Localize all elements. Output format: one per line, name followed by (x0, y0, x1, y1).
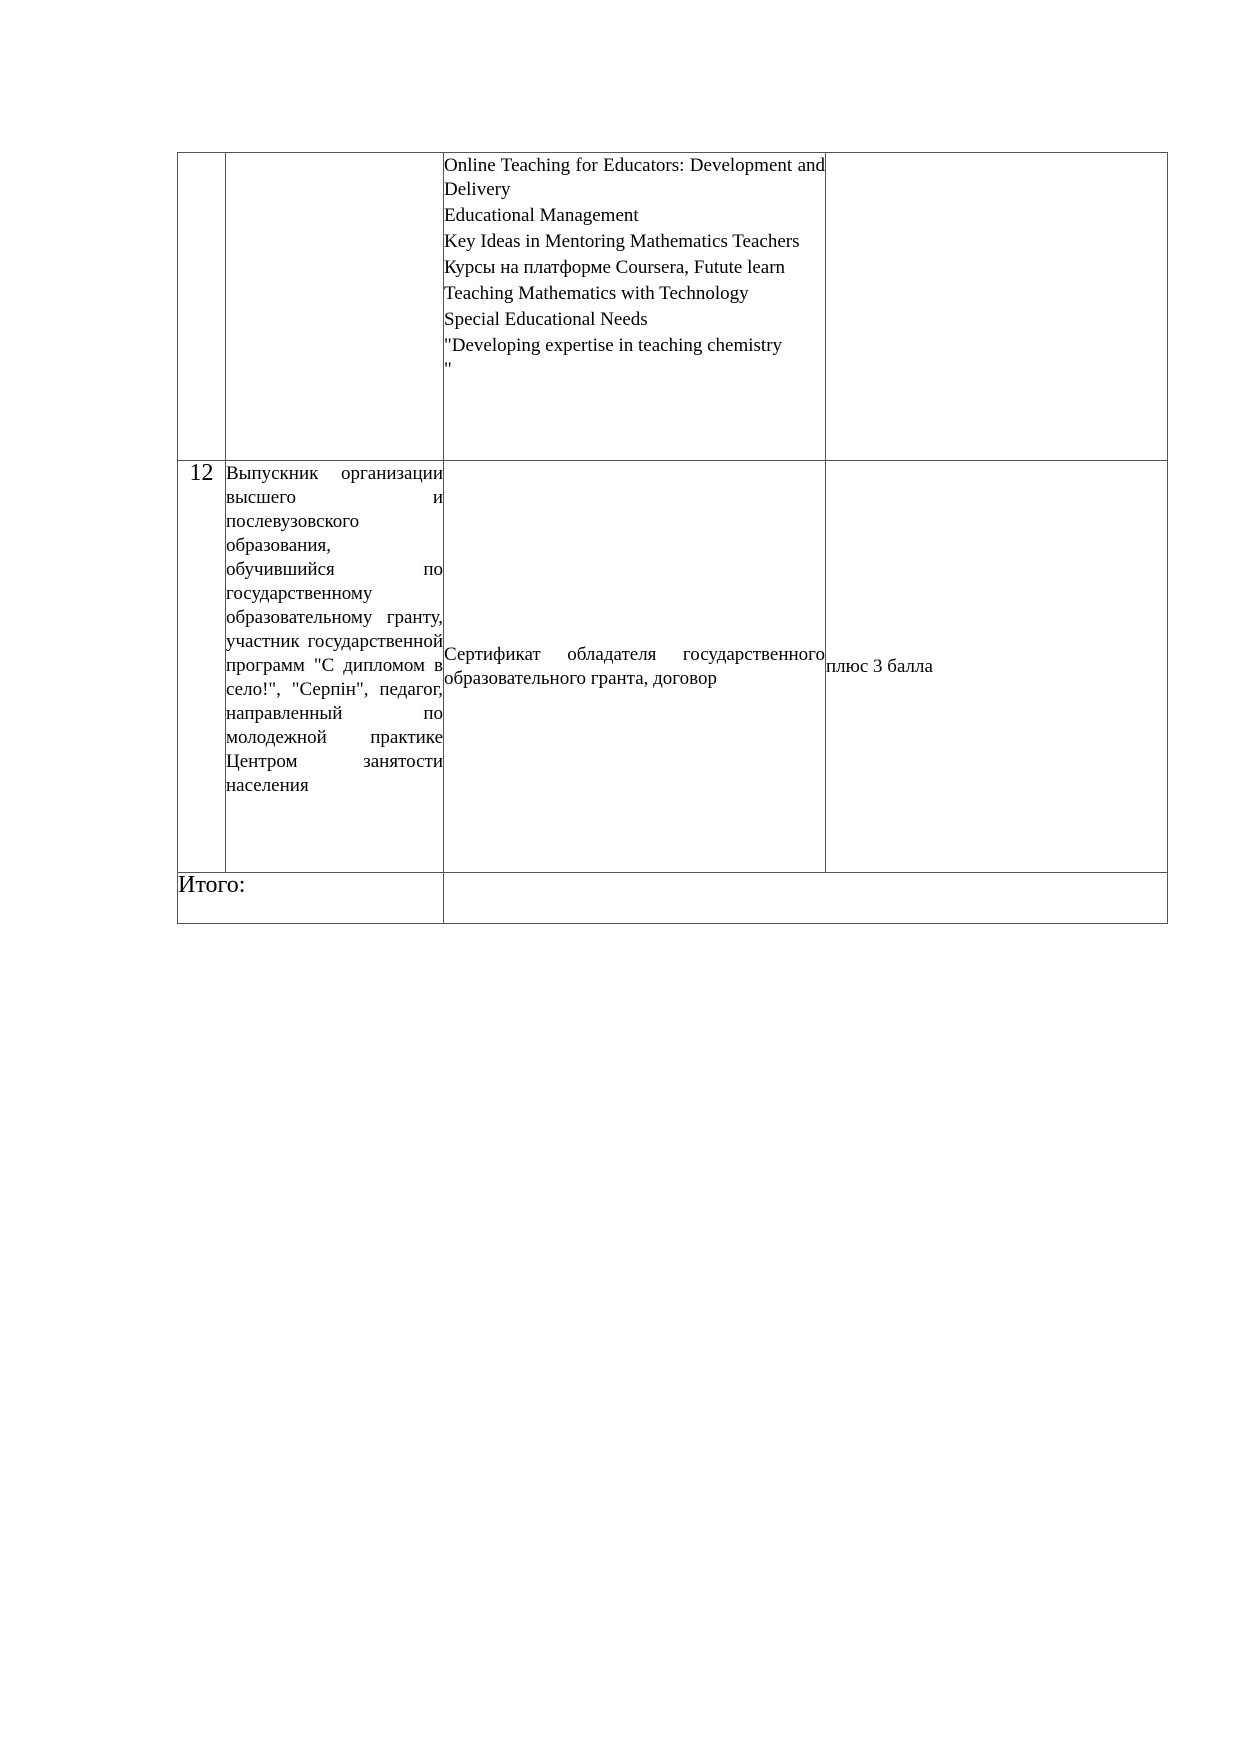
document-line: Key Ideas in Mentoring Mathematics Teachers (444, 231, 800, 252)
document-line: " (444, 359, 452, 380)
document-line: Teaching Mathematics with Technology (444, 283, 749, 304)
criterion-cell: Выпускник организации высшего и послевузовского образования, обучившийся по государственному образовательному гранту, участник государственной программ "С дипломом в село!", "Серпін", педагог, направленный по молодежной практике Центром занятости населения (226, 461, 444, 873)
document-line: Курсы на платформе Coursera, Futute learn (444, 257, 786, 278)
points-cell (826, 153, 1168, 461)
table-row-total (178, 873, 1168, 924)
documents-cell (444, 153, 826, 461)
table-row-continued (178, 153, 1168, 461)
row-number-cell: 12 (178, 461, 226, 873)
table-row-12 (178, 461, 1168, 873)
document-line: Online Teaching for Educators: Development and Delivery (444, 155, 825, 200)
points-cell: плюс 3 балла (826, 461, 1168, 873)
total-value-cell (444, 873, 1168, 924)
documents-cell: Сертификат обладателя государственного образовательного гранта, договор (444, 461, 826, 873)
document-line: Special Educational Needs (444, 309, 648, 330)
document-line: Educational Management (444, 205, 639, 226)
document-line: "Developing expertise in teaching chemistry (444, 335, 783, 356)
criterion-cell (226, 153, 444, 461)
total-label: Итого: (178, 873, 444, 924)
criteria-table (177, 152, 1168, 924)
row-number-cell (178, 153, 226, 461)
